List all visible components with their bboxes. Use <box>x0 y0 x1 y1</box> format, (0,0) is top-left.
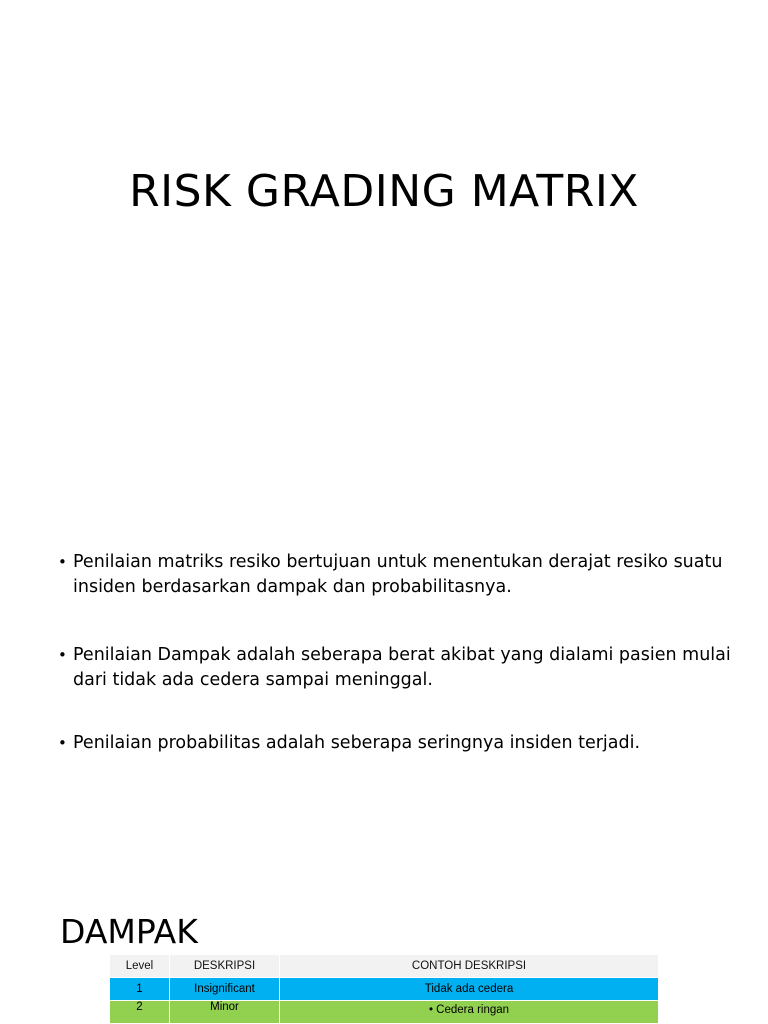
bullet-text: Penilaian Dampak adalah seberapa berat akibat yang dialami pasien mulai dari tidak ada cedera sampai meninggal. <box>73 645 731 690</box>
bullet-text: Penilaian probabilitas adalah seberapa seringnya insiden terjadi. <box>73 733 641 753</box>
dampak-table <box>109 954 659 1024</box>
cell-deskripsi: Insignificant <box>170 978 280 1001</box>
header-level: Level <box>110 955 170 978</box>
bullet-dot-icon: • <box>58 734 67 752</box>
header-deskripsi: DESKRIPSI <box>170 955 280 978</box>
cell-level: 1 <box>110 978 170 1001</box>
bullet-item <box>58 731 640 756</box>
header-contoh: CONTOH DESKRIPSI <box>280 955 659 978</box>
contoh-list <box>280 1001 658 1017</box>
bullet-text: Penilaian matriks resiko bertujuan untuk menentukan derajat resiko suatu insiden berdasarkan dampak dan probabilitasnya. <box>73 552 723 597</box>
list-item: Cedera ringan <box>436 1004 510 1016</box>
bullet-item <box>58 643 738 693</box>
cell-contoh <box>280 1001 659 1024</box>
table-row <box>110 978 659 1001</box>
cell-deskripsi: Minor <box>170 1001 280 1024</box>
table-header-row <box>110 955 659 978</box>
bullet-item <box>58 550 738 600</box>
list-bullet-icon: • <box>428 1004 433 1016</box>
slide-title: RISK GRADING MATRIX <box>129 166 639 217</box>
cell-level: 2 <box>110 1001 170 1024</box>
section-heading: DAMPAK <box>60 912 198 951</box>
bullet-dot-icon: • <box>58 553 67 571</box>
cell-contoh: Tidak ada cedera <box>280 978 659 1001</box>
bullet-dot-icon: • <box>58 646 67 664</box>
table-row <box>110 1001 659 1024</box>
